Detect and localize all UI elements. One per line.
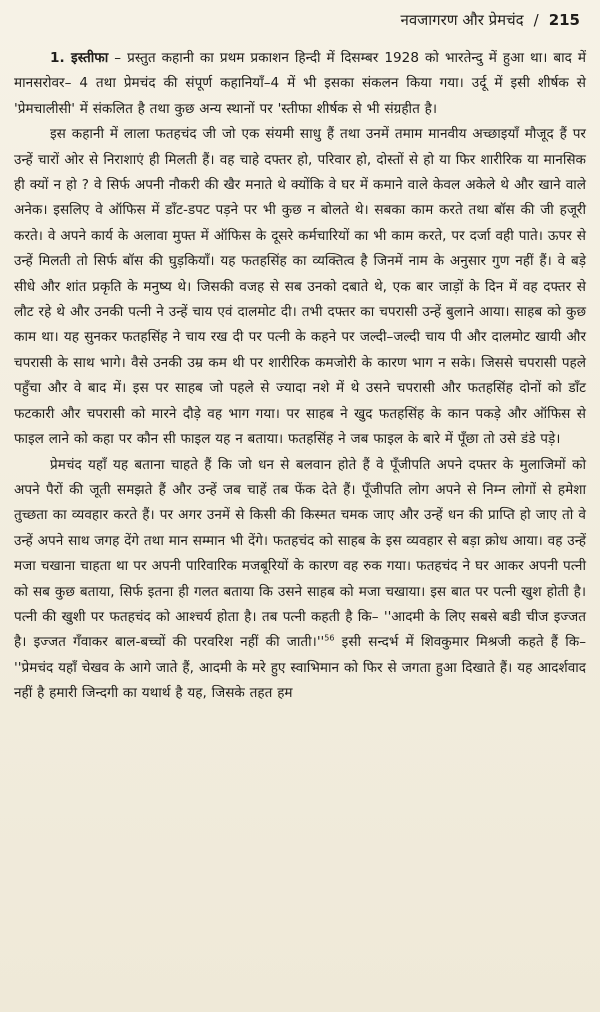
paragraph-1 [14,46,586,122]
page-number: 215 [548,11,580,29]
header-separator: / [533,11,539,29]
paragraph-3 [14,453,586,707]
footnote-marker: 56 [324,633,335,643]
paragraph-2: इस कहानी में लाला फतहचंद जी जो एक संयमी साधु हैं तथा उनमें तमाम मानवीय अच्छाइयाँ मौजूद हैं पर उन्हें चारों ओर से निराशाएं ही मिलती हैं। वह चाहे दफ्तर हो, परिवार हो, दोस्तों से हो या फिर शारीरिक या मानसिक ही क्यों न हो ? वे सिर्फ अपनी नौकरी की खैर मनाते थे क्योंकि वे घर में कमाने वाले केवल अकेले थे और खाने वाले अनेक। इसलिए वे ऑफिस में डाँट-डपट पड़ने पर भी कुछ न बोलते थे। सबका काम करते तथा बॉस की जी हजूरी करते। वे अपने कार्य के अलावा मुफ्त में ऑफिस के दूसरे कर्मचारियों का भी काम करते, पर दर्जा वही पाते। ऊपर से उन्हें मिलती तो सिर्फ बॉस की घुड़कियाँ। यह फतहसिंह का व्यक्तित्व है जिनमें नाम के अनुसार गुण नहीं हैं। वे बड़े सीधे और शांत प्रकृति के मनुष्य थे। जिसकी वजह से सब उनको दबाते थे, एक बार जाड़ों के दिन में वह दफ्तर से लौट रहे थे और उनकी पत्नी ने उन्हें चाय एवं दालमोट दी। तभी दफ्तर का चपरासी उन्हें बुलाने आया। साहब को कुछ काम था। यह सुनकर फतहसिंह ने चाय रख दी पर पत्नी के कहने पर जल्दी–जल्दी चाय पी और दालमोट खायी और चपरासी के साथ भागे। वैसे उनकी उम्र कम थी पर शारीरिक कमजोरी के कारण भाग न सके। जिससे चपरासी पहले पहुँचा और वे बाद में। इस पर साहब जो पहले से ज्यादा नशे में थे उसने चपरासी और फतहसिंह दोनों को डाँट फटकारी और चपरासी को मारने दौड़े वह भाग गया। पर साहब ने खुद फतहसिंह के कान पकड़े और ऑफिस से फाइल लाने को कहा पर कौन सी फाइल यह न बताया। फतहसिंह ने जब फाइल के बारे में पूँछा तो उसे डंडे पड़े। [14,126,586,448]
section-heading: 1. इस्तीफा [50,50,109,66]
paragraph-3-text-a: प्रेमचंद यहाँ यह बताना चाहते हैं कि जो धन से बलवान होते हैं वे पूँजीपति अपने दफ्तर के मुलाजिमों को अपने पैरों की जूती समझते हैं और उन्हें जब चाहें तब फेंक देते हैं। पूँजीपति लोग अपने से निम्न लोगों से हमेशा तुच्छता का व्यवहार करते हैं। पर अगर उनमें से किसी की किस्मत चमक जाए और उन्हें धन की प्राप्ति हो जाए तो वे उन्हें अपने साथ जगह देंगे तथा मान सम्मान भी देंगे। फतहचंद को साहब के इस व्यवहार से बड़ा क्रोध आया। वह उन्हें मजा चखाना चाहता था पर अपनी पारिवारिक मजबूरियों के कारण वह रुक गया। फतहचंद ने घर आकर अपनी पत्नी को सब कुछ बताया, सिर्फ इतना ही गलत बताया कि उसने साहब को मजा चखाया। इस बात पर पत्नी खुश होती है। पत्नी की खुशी पर फतहचंद को आश्चर्य होता है। तब पत्नी कहती है कि– ''आदमी के लिए सबसे बडी चीज इज्जत है। इज्जत गँवाकर बाल-बच्चों की परवरिश नहीं की जाती।'' [14,456,586,651]
body-text [14,46,586,707]
chapter-title: नवजागरण और प्रेमचंद [400,11,524,29]
paragraph-1-text: – प्रस्तुत कहानी का प्रथम प्रकाशन हिन्दी में दिसम्बर 1928 को भारतेन्दु में हुआ था। बाद में मानसरोवर– 4 तथा प्रेमचंद की संपूर्ण कहानियाँ–4 में भी इसका संकलन किया गया। उर्दू में इसी शीर्षक से 'प्रेमचालीसी' में संकलित है तथा कुछ अन्य स्थानों पर 'स्तीफा शीर्षक से भी संग्रहीत है। [14,50,587,117]
running-header [14,10,586,30]
paragraph-3-text-b: इसी सन्दर्भ में शिवकुमार मिश्रजी कहते हैं कि– ''प्रेमचंद यहाँ चेखव के आगे जाते हैं, आदमी के मरे हुए स्वाभिमान को फिर से जगता हुआ दिखाते हैं। यह आदर्शवाद नहीं है हमारी जिन्दगी का यथार्थ है यह, जिसके तहत हम [14,634,586,702]
